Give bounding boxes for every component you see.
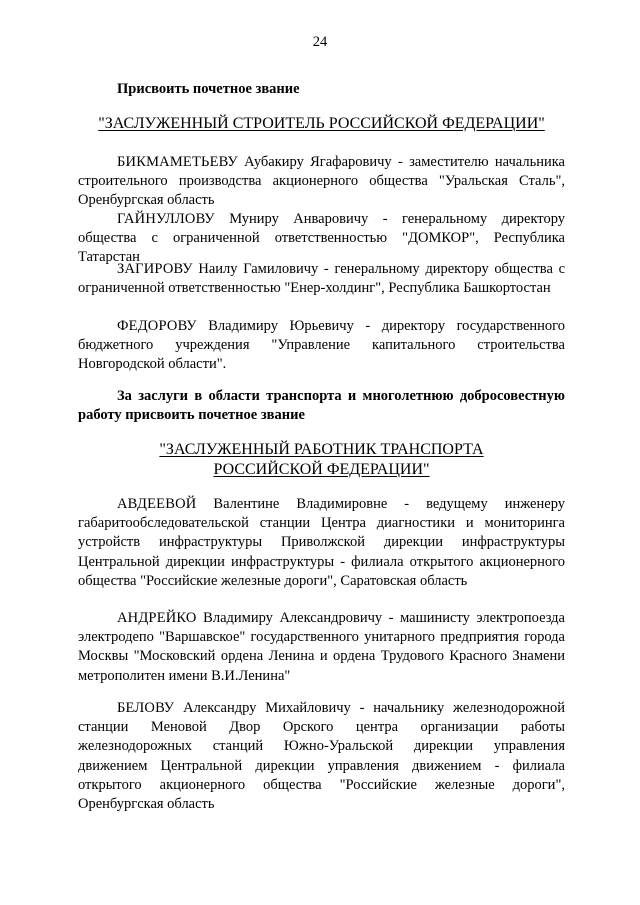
recipient-surname: БИКМАМЕТЬЕВУ	[117, 154, 238, 170]
recipient-surname: АВДЕЕВОЙ	[117, 496, 197, 512]
recipient-surname: ГАЙНУЛЛОВУ	[117, 211, 215, 227]
award-entry	[78, 153, 565, 211]
honorary-title	[78, 440, 565, 480]
recipient-details: Муниру Анваровичу - генеральному директору общества с ограниченной ответственностью "ДОМКОР", Республика Татарстан	[78, 211, 566, 266]
honorary-title-line: РОССИЙСКОЙ ФЕДЕРАЦИИ"	[213, 461, 430, 478]
award-entry	[78, 260, 565, 298]
award-entry	[78, 210, 565, 268]
recipient-details: Аубакиру Ягафаровичу - заместителю начальника строительного производства акционерного общества "Уральская Сталь", Оренбургская область	[78, 154, 565, 209]
recipient-details: Владимиру Юрьевичу - директору государственного бюджетного учреждения "Управление капитального строительства Новгородской области".	[78, 318, 566, 373]
award-entry	[78, 317, 565, 375]
recipient-details: Владимиру Александровичу - машинисту электропоезда электродепо "Варшавское" государственного унитарного предприятия города Москвы "Московский ордена Ленина и ордена Трудового Красного Знамени метрополитен имени В.И.Ленина"	[78, 610, 565, 684]
honorary-title	[78, 114, 565, 134]
award-entry	[78, 609, 565, 686]
recipient-details: Александру Михайловичу - начальнику железнодорожной станции Меновой Двор Орского центра организации работы железнодорожных станций Южно-Уральской дирекции управления движением Центральной дирекции управления движением - филиала открытого акционерного общества "Российские железные дороги", Оренбургская область	[78, 700, 565, 813]
section-heading: За заслуги в области транспорта и многолетнюю добросовестную работу присвоить почетное звание	[78, 388, 565, 424]
honorary-title-line: "ЗАСЛУЖЕННЫЙ РАБОТНИК ТРАНСПОРТА	[159, 441, 484, 458]
section-heading: Присвоить почетное звание	[117, 81, 300, 97]
recipient-details: Валентине Владимировне - ведущему инженеру габаритообследовательской станции Центра диагностики и мониторинга устройств инфраструктуры Приволжской дирекции инфраструктуры Центральной дирекции инфраструктуры - филиала открытого акционерного общества "Российские железные дороги", Саратовская область	[78, 496, 565, 589]
page-number: 24	[312, 34, 328, 50]
recipient-surname: АНДРЕЙКО	[117, 610, 197, 626]
award-entry	[78, 699, 565, 814]
award-entry	[78, 495, 565, 591]
recipient-surname: ФЕДОРОВУ	[117, 318, 197, 334]
honorary-title-line: "ЗАСЛУЖЕННЫЙ СТРОИТЕЛЬ РОССИЙСКОЙ ФЕДЕРАЦИИ"	[98, 115, 545, 132]
recipient-surname: БЕЛОВУ	[117, 700, 175, 716]
recipient-surname: ЗАГИРОВУ	[117, 261, 193, 277]
recipient-details: Наилу Гамиловичу - генеральному директору общества с ограниченной ответственностью "Енер-холдинг", Республика Башкортостан	[78, 261, 566, 297]
